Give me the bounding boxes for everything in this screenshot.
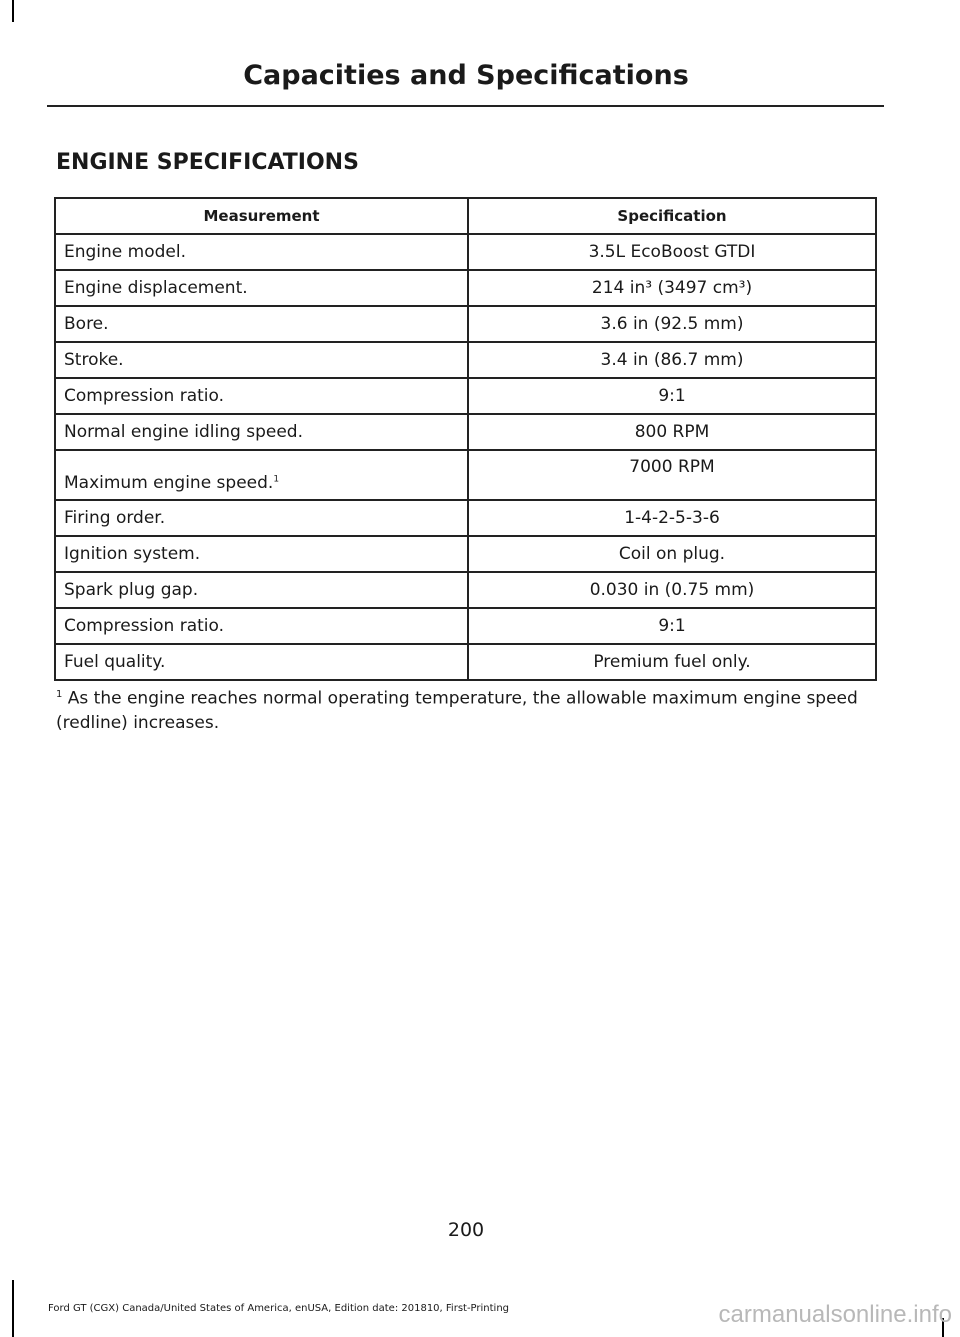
table-row: [55, 536, 876, 572]
measurement-cell: Bore.: [55, 306, 468, 342]
section-title: ENGINE SPECIFICATIONS: [56, 150, 359, 175]
footnote-text: As the engine reaches normal operating temperature, the allowable maximum engine speed (redline) increases.: [56, 688, 858, 733]
table-row: [55, 500, 876, 536]
specification-cell: 1-4-2-5-3-6: [468, 500, 876, 536]
chapter-title: Capacities and Specifications: [243, 60, 689, 91]
table-row: [55, 414, 876, 450]
header-divider: [47, 105, 884, 107]
table-row: [55, 608, 876, 644]
specification-cell: 9:1: [468, 608, 876, 644]
measurement-cell: Stroke.: [55, 342, 468, 378]
measurement-cell: Engine model.: [55, 234, 468, 270]
table-row: [55, 572, 876, 608]
footnote-reference: 1: [273, 474, 280, 485]
measurement-cell: Ignition system.: [55, 536, 468, 572]
page-number: 200: [447, 1219, 485, 1241]
footnote: [56, 683, 886, 735]
measurement-cell: Fuel quality.: [55, 644, 468, 680]
crop-mark-bottom-left: [12, 1280, 14, 1337]
table-row: [55, 342, 876, 378]
specification-cell: 0.030 in (0.75 mm): [468, 572, 876, 608]
measurement-cell: Compression ratio.: [55, 378, 468, 414]
column-header-specification: Specification: [468, 198, 876, 234]
specification-cell: Premium fuel only.: [468, 644, 876, 680]
specification-cell: 3.4 in (86.7 mm): [468, 342, 876, 378]
table-header-row: [55, 198, 876, 234]
crop-mark-top-left: [12, 0, 14, 22]
table-row: [55, 306, 876, 342]
table-row: [55, 450, 876, 500]
measurement-cell: Engine displacement.: [55, 270, 468, 306]
specification-cell: 9:1: [468, 378, 876, 414]
table-row: [55, 270, 876, 306]
specification-cell: 214 in³ (3497 cm³): [468, 270, 876, 306]
specification-cell: 7000 RPM: [468, 450, 876, 500]
column-header-measurement: Measurement: [55, 198, 468, 234]
measurement-cell: [55, 450, 468, 500]
measurement-cell: Firing order.: [55, 500, 468, 536]
table-row: [55, 644, 876, 680]
specification-cell: Coil on plug.: [468, 536, 876, 572]
footnote-marker: 1: [56, 689, 63, 700]
specification-cell: 800 RPM: [468, 414, 876, 450]
measurement-cell: Spark plug gap.: [55, 572, 468, 608]
table-row: [55, 378, 876, 414]
table-row: [55, 234, 876, 270]
watermark: carmanualsonline.info: [718, 1301, 952, 1328]
specification-cell: 3.5L EcoBoost GTDI: [468, 234, 876, 270]
edition-info: Ford GT (CGX) Canada/United States of America, enUSA, Edition date: 201810, First-Printing: [48, 1303, 510, 1314]
engine-specifications-table: [54, 197, 877, 681]
measurement-text: Maximum engine speed.: [64, 473, 274, 493]
specification-cell: 3.6 in (92.5 mm): [468, 306, 876, 342]
measurement-cell: Normal engine idling speed.: [55, 414, 468, 450]
measurement-cell: Compression ratio.: [55, 608, 468, 644]
